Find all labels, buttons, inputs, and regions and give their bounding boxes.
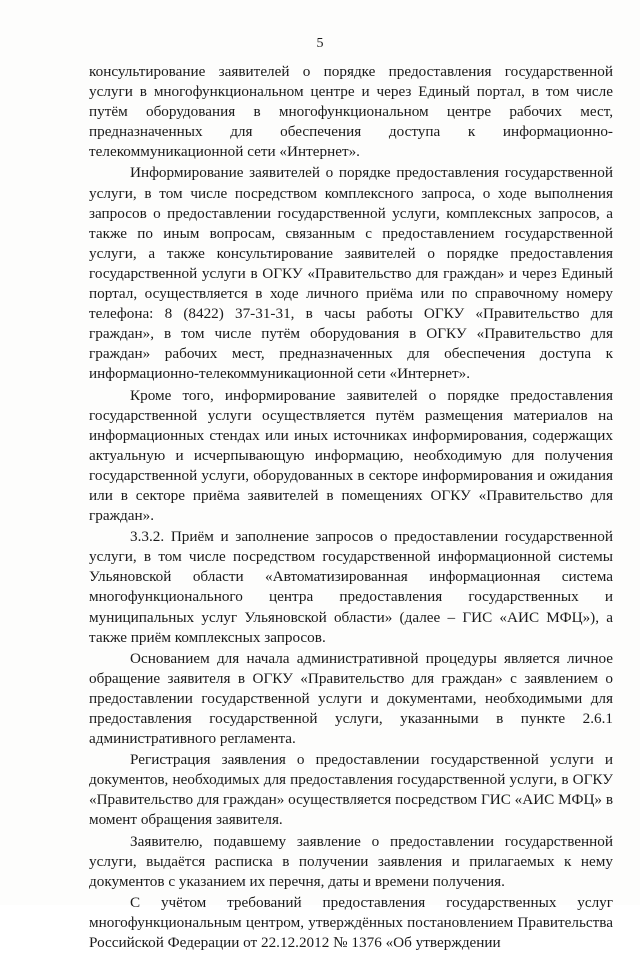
paragraph: Информирование заявителей о порядке предоставления государственной услуги, в том числе посредством комплексного запроса, о ходе выполнения запросов о предоставлении государственной услуги, комплексных запросов, а также по иным вопросам, связанным с предоставлением государственной услуги, а также консультирование заявителей о порядке предоставления государственной услуги в ОГКУ «Правительство для граждан» и через Единый портал, осуществляется в ходе личного приёма или по справочному номеру телефона: 8 (8422) 37-31-31, в часы работы ОГКУ «Правительство для граждан», в том числе путём оборудования в ОГКУ «Правительство для граждан» рабочих мест, предназначенных для обеспечения доступа к информационно-телекоммуникационной сети «Интернет». (89, 164, 613, 383)
page-number: 5 (316, 36, 324, 51)
paragraph: Основанием для начала административной процедуры является личное обращение заявителя в ОГКУ «Правительство для граждан» с заявлением о предоставлении государственной услуги и документами, необходимыми для предоставления государственной услуги, указанными в пункте 2.6.1 административного регламента. (89, 649, 613, 748)
paragraph: С учётом требований предоставления государственных услуг многофункциональным центром, утверждённых постановлением Правительства Российской Федерации от 22.12.2012 № 1376 «Об утверждении (89, 893, 613, 952)
document-body (89, 62, 613, 953)
paragraph: Кроме того, информирование заявителей о порядке предоставления государственной услуги осуществляется путём размещения материалов на информационных стендах или иных источниках информирования, содержащих актуальную и исчерпывающую информацию, необходимую для получения государственной услуги, оборудованных в секторе информирования и ожидания или в секторе приёма заявителей в помещениях ОГКУ «Правительство для граждан». (89, 386, 613, 525)
paragraph: Регистрация заявления о предоставлении государственной услуги и документов, необходимых для предоставления государственной услуги, в ОГКУ «Правительство для граждан» осуществляется посредством ГИС «АИС МФЦ» в момент обращения заявителя. (89, 751, 613, 829)
paragraph: консультирование заявителей о порядке предоставления государственной услуги в многофункциональном центре и через Единый портал, в том числе путём оборудования в многофункциональном центре рабочих мест, предназначенных для обеспечения доступа к информационно-телекоммуникационной сети «Интернет». (89, 63, 613, 161)
paragraph: 3.3.2. Приём и заполнение запросов о предоставлении государственной услуги, в том числе посредством государственной информационной системы Ульяновской области «Автоматизированная информационная система многофункционального центра предоставления государственных и муниципальных услуг Ульяновской области» (далее – ГИС «АИС МФЦ»), а также приём комплексных запросов. (89, 528, 613, 646)
paragraph: Заявителю, подавшему заявление о предоставлении государственной услуги, выдаётся расписка в получении заявления и прилагаемых к нему документов с указанием их перечня, даты и времени получения. (89, 832, 613, 890)
